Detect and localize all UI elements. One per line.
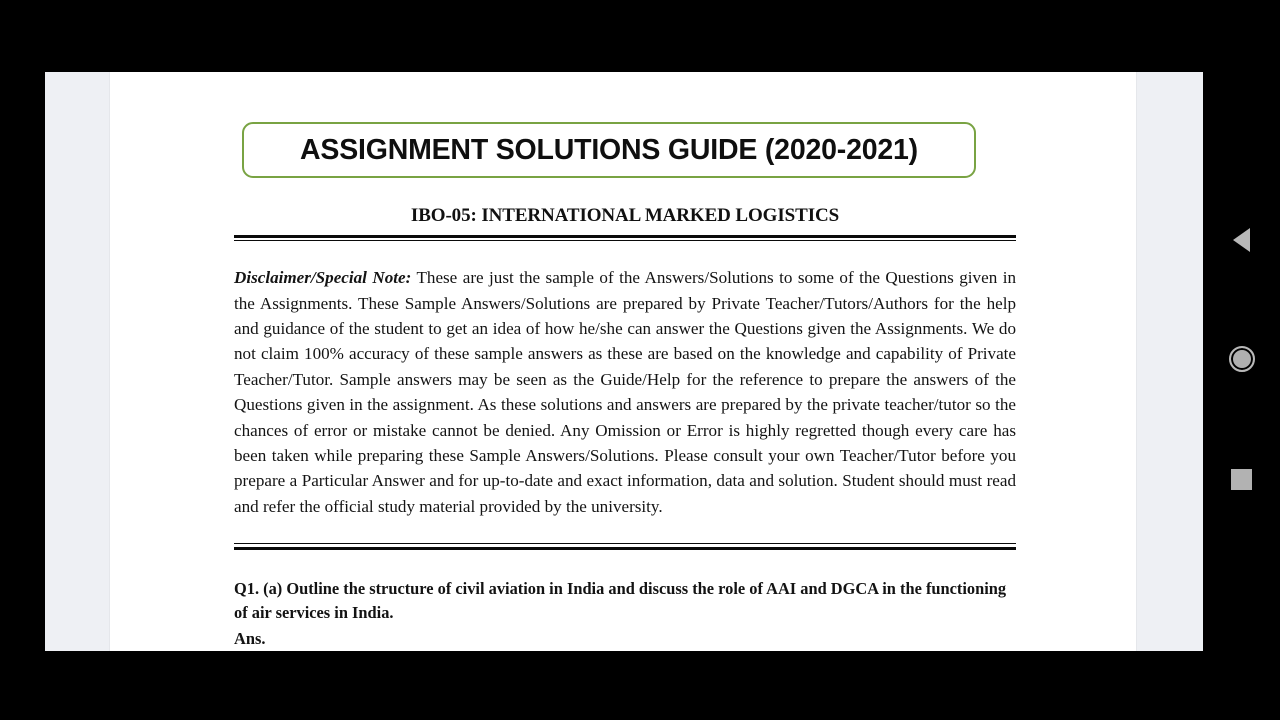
disclaimer-label: Disclaimer/Special Note: [234,268,412,288]
question-text: Q1. (a) Outline the structure of civil aviation in India and discuss the role of AAI and DGCA in the functioning of air services in India. [234,579,1007,622]
assignment-title-text: ASSIGNMENT SOLUTIONS GUIDE (2020-2021) [300,133,918,166]
divider-thin-line [234,240,1016,241]
question-block [234,577,1016,651]
assignment-title-box [242,122,976,178]
nav-back-button[interactable] [1203,217,1280,263]
divider-thick-line [234,235,1016,238]
heading-divider-top [234,235,1016,242]
nav-recents-button[interactable] [1203,456,1280,502]
divider-thick-line [234,547,1016,550]
page-content [234,72,1016,651]
document-viewer[interactable] [45,72,1203,651]
divider-thin-line [234,543,1016,544]
disclaimer-body: These are just the sample of the Answers/Solutions to some of the Questions given in the Assignments. These Sample Answers/Solutions are prepared by Private Teacher/Tutors/Authors for the help and guidance of the student to get an idea of how he/she can answer the Questions given the Assignments. We do not claim 100% accuracy of these sample answers as these are based on the knowledge and capability of Private Teacher/Tutor. Sample answers may be seen as the Guide/Help for the reference to prepare the answers of the Questions given in the assignment. As these solutions and answers are prepared by the private teacher/tutor so the chances of error or mistake cannot be denied. Any Omission or Error is highly regretted though every care has been taken while preparing these Sample Answers/Solutions. Please consult your own Teacher/Tutor before you prepare a Particular Answer and for up-to-date and exact information, data and solution. Student should must read and refer the official study material provided by the university. [234,268,1016,516]
triangle-left-icon [1233,228,1250,252]
disclaimer-divider-bottom [234,543,1016,551]
subject-heading: IBO-05: INTERNATIONAL MARKED LOGISTICS [410,205,840,226]
circle-icon [1229,346,1255,372]
square-icon [1231,469,1252,490]
android-navigation-bar [1203,0,1280,720]
nav-home-button[interactable] [1203,336,1280,382]
disclaimer-paragraph [234,265,1016,519]
document-page[interactable] [110,72,1136,651]
answer-label: Ans. [234,629,266,648]
